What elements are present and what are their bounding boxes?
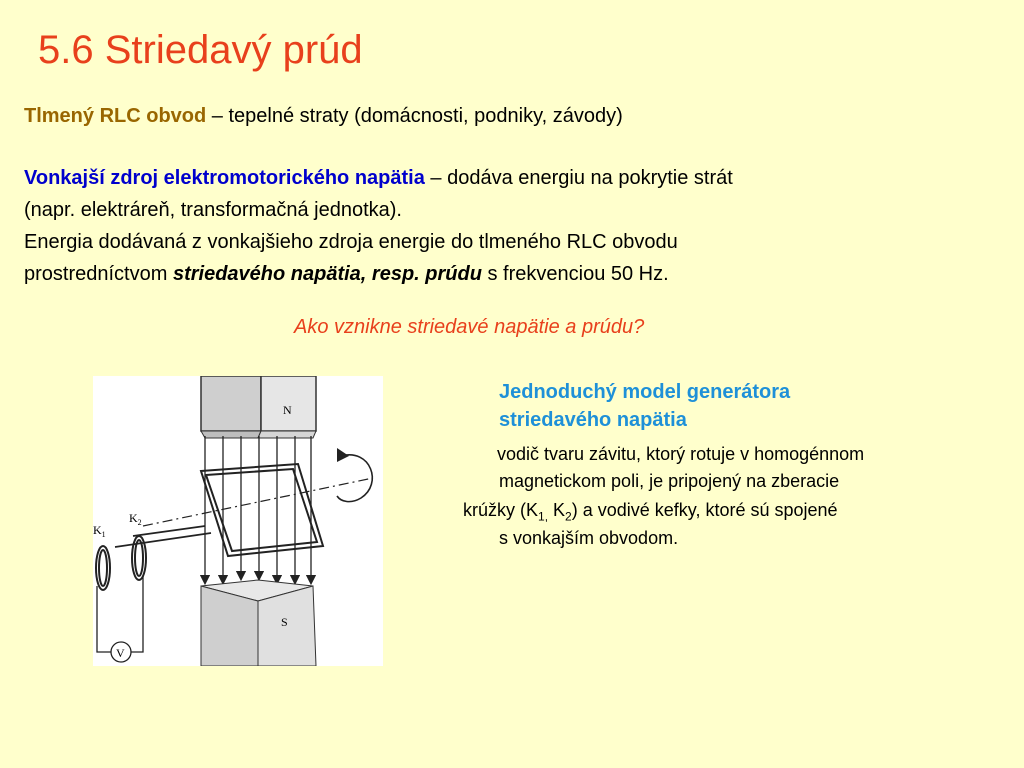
generator-line-3	[463, 499, 838, 528]
generator-heading	[499, 378, 790, 434]
rotation-axis	[143, 478, 373, 526]
label-k1: K	[93, 523, 102, 537]
gen-l3b: K	[548, 500, 566, 520]
gen-l3c: ) a vodivé kefky, ktoré sú spojené	[571, 500, 838, 520]
generator-line-2: magnetickom poli, je pripojený na zberacie	[499, 471, 840, 491]
label-s: S	[281, 615, 288, 629]
generator-heading-2: striedavého napätia	[499, 409, 687, 431]
gen-l3s1: 1,	[538, 509, 549, 524]
wire-loop	[201, 464, 323, 556]
generator-line-1: vodič tvaru závitu, ktorý rotuje v homogénnom	[497, 444, 865, 464]
label-k2: K	[129, 511, 138, 525]
gen-l3a: krúžky (K	[463, 500, 539, 520]
source-text-4b: s frekvenciou 50 Hz.	[481, 263, 669, 285]
gen-l3s2: 2	[565, 509, 572, 524]
rotation-arrow-icon	[337, 455, 372, 502]
page-title: 5.6 Striedavý prúd	[38, 28, 363, 72]
label-n: N	[283, 403, 292, 417]
label-v: V	[116, 646, 125, 660]
south-pole	[201, 580, 316, 666]
svg-text:K2	[129, 511, 142, 527]
leads	[115, 526, 211, 547]
rlc-text: – tepelné straty (domácnosti, podniky, závody)	[206, 105, 623, 127]
generator-figure	[93, 376, 383, 666]
rotation-arrowhead-icon	[337, 448, 349, 462]
source-text-emph: striedavého napätia, resp. prúdu	[172, 263, 482, 285]
question-text: Ako vznikne striedavé napätie a prúdu?	[294, 316, 645, 338]
generator-diagram	[93, 376, 383, 666]
source-text-1: – dodáva energiu na pokrytie strát	[424, 167, 733, 189]
source-text-2: (napr. elektráreň, transformačná jednotka).	[24, 199, 402, 221]
source-text-3: Energia dodávaná z vonkajšieho zdroja energie do tlmeného RLC obvodu	[24, 231, 678, 253]
field-lines	[205, 436, 311, 580]
paragraph-rlc	[24, 100, 623, 132]
svg-text:K1	[93, 523, 106, 539]
generator-line-4: s vonkajším obvodom.	[499, 528, 679, 548]
paragraph-source	[24, 162, 733, 290]
source-heading: Vonkajší zdroj elektromotorického napätia	[24, 167, 425, 189]
label-k2-sub: 2	[137, 518, 142, 527]
rlc-heading: Tlmený RLC obvod	[24, 105, 207, 127]
label-k1-sub: 1	[101, 530, 106, 539]
source-text-4a: prostredníctvom	[24, 263, 173, 285]
external-circuit	[97, 576, 143, 652]
generator-heading-1: Jednoduchý model generátora	[499, 381, 791, 403]
north-pole	[201, 376, 316, 438]
